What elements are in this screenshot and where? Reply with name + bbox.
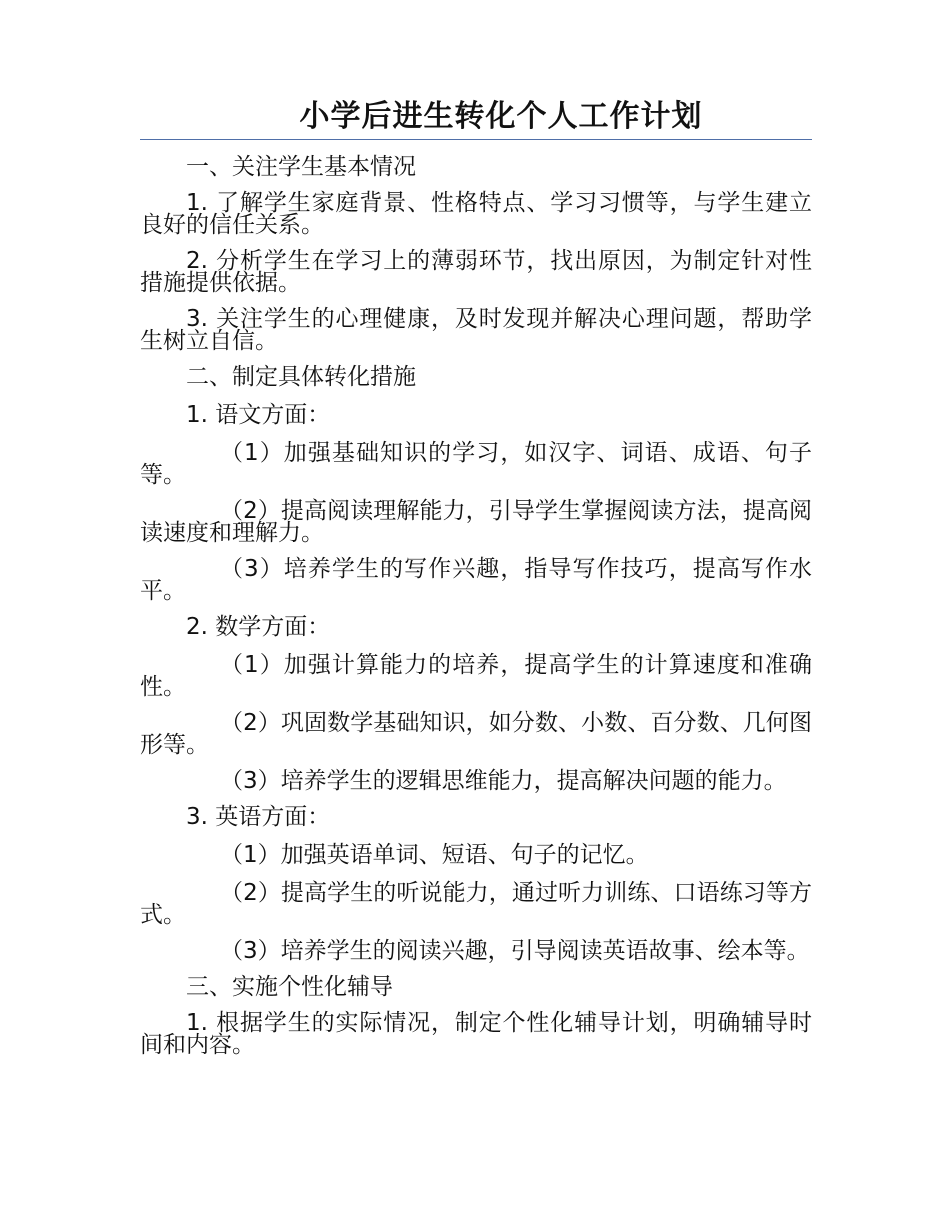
paragraph: （3）培养学生的阅读兴趣，引导阅读英语故事、绘本等。 xyxy=(220,938,810,964)
paragraph: （3）培养学生的逻辑思维能力，提高解决问题的能力。 xyxy=(220,768,787,794)
paragraph: 3. 关注学生的心理健康，及时发现并解决心理问题，帮助学生树立自信。 xyxy=(140,306,812,354)
title-underline xyxy=(140,139,812,140)
paragraph: （1）加强英语单词、短语、句子的记忆。 xyxy=(220,842,649,868)
paragraph: （3）培养学生的写作兴趣，指导写作技巧，提高写作水平。 xyxy=(140,556,812,604)
paragraph: （2）巩固数学基础知识，如分数、小数、百分数、几何图形等。 xyxy=(140,710,812,758)
section-heading-3: 三、实施个性化辅导 xyxy=(186,974,393,1000)
document-page xyxy=(140,95,812,1056)
paragraph: （2）提高学生的听说能力，通过听力训练、口语练习等方式。 xyxy=(140,880,812,928)
paragraph: （1）加强基础知识的学习，如汉字、词语、成语、句子等。 xyxy=(140,440,812,488)
paragraph: （2）提高阅读理解能力，引导学生掌握阅读方法，提高阅读速度和理解力。 xyxy=(140,498,812,546)
subsection-label-english: 3. 英语方面： xyxy=(186,804,331,830)
subsection-label-chinese: 1. 语文方面： xyxy=(186,402,331,428)
section-heading-2: 二、制定具体转化措施 xyxy=(186,364,416,390)
section-heading-1: 一、关注学生基本情况 xyxy=(186,154,416,180)
paragraph: （1）加强计算能力的培养，提高学生的计算速度和准确性。 xyxy=(140,652,812,700)
paragraph: 1. 了解学生家庭背景、性格特点、学习习惯等，与学生建立良好的信任关系。 xyxy=(140,190,812,238)
subsection-label-math: 2. 数学方面： xyxy=(186,614,331,640)
paragraph: 1. 根据学生的实际情况，制定个性化辅导计划，明确辅导时间和内容。 xyxy=(140,1010,812,1058)
paragraph: 2. 分析学生在学习上的薄弱环节，找出原因，为制定针对性措施提供依据。 xyxy=(140,248,812,296)
document-title: 小学后进生转化个人工作计划 xyxy=(299,99,703,134)
